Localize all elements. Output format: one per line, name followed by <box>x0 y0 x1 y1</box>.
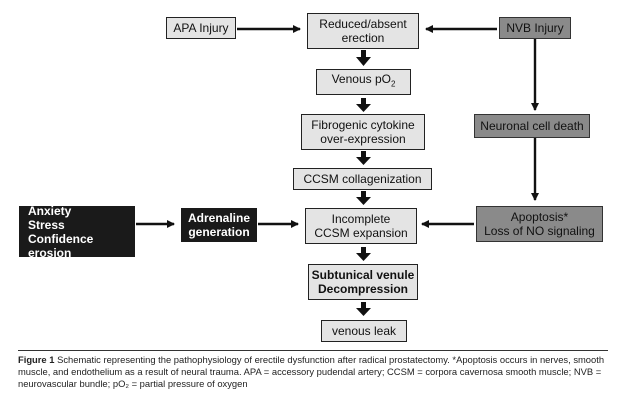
node-subtunical-decompression: Subtunical venule Decompression <box>308 264 418 300</box>
node-adrenaline-generation: Adrenaline generation <box>181 208 257 242</box>
node-ccsm-collagenization: CCSM collagenization <box>293 168 432 190</box>
node-venous-po2 <box>316 69 411 95</box>
node-fibrogenic-cytokine: Fibrogenic cytokine over-expression <box>301 114 425 150</box>
node-venous-leak: venous leak <box>321 320 407 342</box>
node-nvb-injury: NVB Injury <box>499 17 571 39</box>
node-incomplete-expansion: Incomplete CCSM expansion <box>305 208 417 244</box>
arrow-subtunical-to-leak <box>356 302 371 316</box>
caption-text: Schematic representing the pathophysiology of erectile dysfunction after radical prostatectomy. *Apoptosis occurs in nerves, smooth muscle, and endothelium as a result of neural trauma. APA = accessory pudendal artery; CCSM = corpora cavernosa smooth muscle; NVB = neurovascular bundle; pO₂ = partial pressure of oxygen <box>18 354 605 389</box>
caption-divider <box>18 350 608 351</box>
node-reduced-erection: Reduced/absent erection <box>307 13 419 49</box>
arrow-erection-to-venous <box>356 50 371 66</box>
caption-label: Figure 1 <box>18 354 55 365</box>
venous-po2-label: Venous pO <box>331 72 391 87</box>
venous-po2-subscript: 2 <box>390 79 396 89</box>
arrow-fibrogenic-to-ccsm <box>356 151 371 165</box>
node-apa-injury: APA Injury <box>166 17 236 39</box>
node-anxiety-stress: Anxiety Stress Confidence erosion <box>19 206 135 257</box>
node-neuronal-cell-death: Neuronal cell death <box>474 114 590 138</box>
arrow-expansion-to-subtunical <box>356 247 371 261</box>
arrow-venous-to-fibrogenic <box>356 98 371 112</box>
arrow-ccsm-to-expansion <box>356 191 371 205</box>
node-apoptosis: Apoptosis* Loss of NO signaling <box>476 206 603 242</box>
figure-caption <box>18 354 612 390</box>
